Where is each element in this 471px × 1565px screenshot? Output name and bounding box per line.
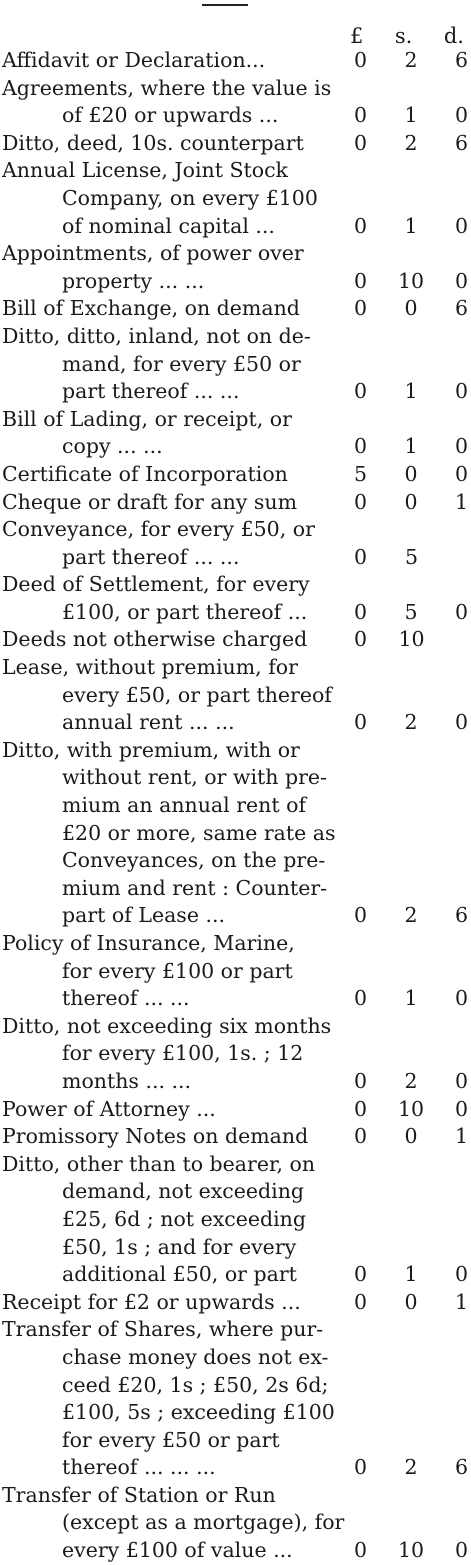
entry-text: Deed of Settlement, for every	[2, 572, 310, 597]
amount-pounds: 0	[354, 379, 368, 404]
amount-shillings: 2	[404, 130, 418, 155]
duty-entries-list	[2, 47, 468, 1565]
amount-pence: 6	[454, 130, 468, 155]
amount-pence: 0	[454, 434, 468, 459]
entry-text: Certificate of Incorporation	[2, 461, 288, 486]
entry-text: without rent, or with pre-	[62, 765, 327, 790]
amount-shillings: 1	[404, 213, 418, 238]
duty-entry-line	[2, 1289, 468, 1317]
duty-entry-line	[2, 1427, 468, 1455]
entry-amount	[354, 102, 468, 130]
amount-pounds: 0	[354, 1068, 368, 1093]
entry-amount	[354, 295, 468, 323]
entry-text: £50, 1s ; and for every	[62, 1234, 297, 1259]
entry-amount	[354, 1068, 468, 1096]
entry-text: Conveyances, on the pre-	[62, 848, 326, 873]
amount-pence: 1	[454, 489, 468, 514]
pounds-header: £	[350, 24, 364, 48]
entry-text: Annual License, Joint Stock	[2, 158, 288, 183]
duty-entry-line	[2, 599, 468, 627]
duty-entry-line	[2, 930, 468, 958]
entry-text: mium and rent : Counter-	[62, 875, 328, 900]
amount-pounds: 0	[354, 903, 368, 928]
duty-entry-line	[2, 1261, 468, 1289]
amount-pence: 0	[454, 1068, 468, 1093]
entry-text: Ditto, other than to bearer, on	[2, 1151, 316, 1176]
shillings-header: s.	[394, 24, 413, 48]
entry-text: Power of Attorney ...	[2, 1096, 216, 1121]
duty-entry-line	[2, 1372, 468, 1400]
amount-shillings: 1	[404, 434, 418, 459]
amount-pounds: 0	[354, 213, 368, 238]
entry-text: mium an annual rent of	[62, 793, 307, 818]
entry-text: Cheque or draft for any sum	[2, 489, 298, 514]
entry-text: ceed £20, 1s ; £50, 2s 6d;	[62, 1372, 329, 1397]
duty-entry-line	[2, 654, 468, 682]
entry-text: demand, not exceeding	[62, 1179, 305, 1204]
amount-pence: 6	[454, 903, 468, 928]
duty-entry-line	[2, 544, 468, 572]
duty-entry-line	[2, 489, 468, 517]
amount-pounds: 0	[354, 1262, 368, 1287]
amount-pounds: 0	[354, 103, 368, 128]
entry-text: Receipt for £2 or upwards ...	[2, 1289, 301, 1314]
entry-text: Ditto, not exceeding six months	[2, 1013, 332, 1038]
amount-pence: 0	[454, 986, 468, 1011]
entry-amount	[354, 268, 468, 296]
amount-shillings: 10	[397, 1538, 425, 1563]
amount-shillings: 2	[404, 903, 418, 928]
entry-text: every £50, or part thereof	[62, 682, 332, 707]
amount-shillings: 0	[404, 489, 418, 514]
duty-entry-line	[2, 875, 468, 903]
duty-entry-line	[2, 157, 468, 185]
entry-amount	[354, 461, 468, 489]
amount-pounds: 0	[354, 1124, 368, 1149]
duty-entry-line	[2, 792, 468, 820]
amount-pounds: 0	[354, 130, 368, 155]
amount-shillings: 10	[398, 627, 425, 652]
duty-entry-line	[2, 1234, 468, 1262]
amount-pounds: 0	[354, 710, 368, 735]
duty-entry-line	[2, 1537, 468, 1565]
amount-pence: 0	[454, 1096, 468, 1121]
duty-entry-line	[2, 1123, 468, 1151]
amount-shillings: 1	[404, 986, 418, 1011]
entry-text: Deeds not otherwise charged	[2, 627, 308, 652]
amount-shillings: 0	[404, 461, 418, 486]
pence-header: d.	[443, 24, 464, 48]
entry-text: every £100 of value ...	[62, 1538, 293, 1563]
amount-pounds: 0	[354, 296, 368, 321]
duty-entry-line	[2, 820, 468, 848]
entry-text: for every £100, 1s. ; 12	[62, 1041, 304, 1066]
entry-text: £100, or part thereof ...	[62, 599, 308, 624]
amount-pence: 0	[454, 379, 468, 404]
entry-text: months ... ...	[62, 1068, 192, 1093]
duty-entry-line	[2, 213, 468, 241]
entry-text: Agreements, where the value is	[2, 75, 332, 100]
entry-text: copy ... ...	[62, 434, 163, 459]
amount-shillings: 2	[404, 710, 418, 735]
entry-text: for every £50 or part	[62, 1427, 280, 1452]
amount-pence: 0	[454, 213, 468, 238]
entry-text: part of Lease ...	[62, 903, 226, 928]
amount-shillings: 1	[404, 1262, 418, 1287]
duty-entry-line	[2, 240, 468, 268]
entry-text: Promissory Notes on demand	[2, 1124, 309, 1149]
entry-text: for every £100 or part	[62, 958, 293, 983]
entry-text: Bill of Lading, or receipt, or	[2, 406, 292, 431]
duty-entry-line	[2, 323, 468, 351]
amount-pounds: 0	[354, 1455, 368, 1480]
amount-shillings: 2	[404, 1068, 418, 1093]
entry-amount	[354, 599, 468, 627]
entry-text: chase money does not ex-	[62, 1344, 329, 1369]
duty-entry-line	[2, 1399, 468, 1427]
amount-pounds: 0	[354, 544, 368, 569]
entry-amount	[354, 213, 468, 241]
entry-text: Company, on every £100	[62, 185, 318, 210]
duty-entry-line	[2, 102, 468, 130]
amount-shillings: 10	[397, 1096, 425, 1121]
duty-entry-line	[2, 737, 468, 765]
amount-pounds: 0	[354, 986, 368, 1011]
amount-shillings: 2	[404, 1455, 418, 1480]
entry-amount	[354, 1537, 468, 1565]
entry-text: Lease, without premium, for	[2, 655, 298, 680]
duty-entry-line	[2, 709, 468, 737]
top-rule	[202, 4, 248, 6]
entry-amount	[354, 902, 468, 930]
entry-text: Ditto, with premium, with or	[2, 737, 300, 762]
duty-entry-line	[2, 985, 468, 1013]
entry-amount	[354, 1261, 468, 1289]
amount-pounds: 0	[354, 1538, 368, 1563]
entry-amount	[354, 130, 468, 158]
entry-amount	[354, 709, 468, 737]
entry-text: property ... ...	[62, 268, 205, 293]
entry-text: Conveyance, for every £50, or	[2, 517, 315, 542]
entry-text: thereof ... ... ...	[62, 1455, 216, 1480]
duty-entry-line	[2, 461, 468, 489]
duty-entry-line	[2, 571, 468, 599]
amount-pounds: 0	[354, 489, 368, 514]
duty-entry-line	[2, 378, 468, 406]
entry-amount	[354, 378, 468, 406]
entry-text: Appointments, of power over	[2, 241, 304, 266]
duty-entry-line	[2, 682, 468, 710]
entry-text: Bill of Exchange, on demand	[2, 296, 300, 321]
amount-shillings: 1	[404, 379, 418, 404]
amount-pence: 1	[454, 1124, 468, 1149]
duty-entry-line	[2, 185, 468, 213]
amount-pence: 0	[454, 710, 468, 735]
amount-pence: 0	[454, 1538, 468, 1563]
duty-entry-line	[2, 295, 468, 323]
entry-amount	[354, 47, 468, 75]
column-headers	[350, 22, 464, 50]
amount-pence: 1	[454, 1289, 468, 1314]
amount-shillings: 2	[404, 48, 418, 72]
entry-amount	[354, 1289, 468, 1317]
amount-pence: 6	[454, 1455, 468, 1480]
amount-pounds: 0	[354, 48, 368, 72]
entry-text: £25, 6d ; not exceeding	[62, 1206, 307, 1231]
amount-pounds: 0	[354, 268, 368, 293]
amount-shillings: 5	[405, 544, 419, 569]
duty-entry-line	[2, 1206, 468, 1234]
entry-amount	[354, 489, 468, 517]
amount-pence: 6	[454, 296, 468, 321]
duty-entry-line	[2, 1316, 468, 1344]
entry-amount	[354, 1123, 468, 1151]
amount-pence: 0	[454, 599, 468, 624]
duty-entry-line	[2, 516, 468, 544]
duty-entry-line	[2, 1040, 468, 1068]
amount-pounds: 0	[354, 627, 368, 652]
amount-shillings: 0	[404, 1124, 418, 1149]
entry-text: Transfer of Shares, where pur-	[2, 1317, 324, 1342]
amount-pounds: 0	[354, 599, 368, 624]
amount-pounds: 0	[354, 1096, 368, 1121]
duty-entry-line	[2, 1068, 468, 1096]
amount-pence: 0	[454, 103, 468, 128]
entry-text: of nominal capital ...	[62, 213, 275, 238]
entry-text: Ditto, deed, 10s. counterpart	[2, 130, 304, 155]
entry-amount	[354, 433, 468, 461]
duty-entry-line	[2, 1013, 468, 1041]
entry-text: annual rent ... ...	[62, 710, 235, 735]
duty-entry-line	[2, 47, 468, 75]
amount-pence: 0	[454, 1262, 468, 1287]
amount-shillings: 10	[397, 268, 425, 293]
amount-pence: 6	[454, 48, 468, 72]
entry-text: Affidavit or Declaration...	[2, 48, 266, 72]
duty-entry-line	[2, 764, 468, 792]
duty-entry-line	[2, 75, 468, 103]
entry-amount	[354, 544, 468, 572]
amount-shillings: 1	[404, 103, 418, 128]
entry-text: Ditto, ditto, inland, not on de-	[2, 323, 311, 348]
amount-pence	[456, 626, 468, 654]
duty-entry-line	[2, 406, 468, 434]
duty-entry-line	[2, 433, 468, 461]
amount-pounds: 5	[354, 461, 368, 486]
amount-pence: 0	[454, 461, 468, 486]
amount-pounds: 0	[354, 434, 368, 459]
amount-shillings: 0	[404, 1289, 418, 1314]
duty-entry-line	[2, 268, 468, 296]
duty-entry-line	[2, 847, 468, 875]
entry-text: of £20 or upwards ...	[62, 103, 279, 128]
amount-pence	[456, 544, 468, 572]
duty-entry-line	[2, 351, 468, 379]
amount-shillings: 5	[404, 599, 418, 624]
duty-entry-line	[2, 1509, 468, 1537]
entry-amount	[354, 985, 468, 1013]
duty-entry-line	[2, 1344, 468, 1372]
duty-entry-line	[2, 626, 468, 654]
entry-text: Transfer of Station or Run	[2, 1482, 276, 1507]
entry-text: part thereof ... ...	[62, 544, 240, 569]
duty-entry-line	[2, 1096, 468, 1124]
amount-pounds: 0	[354, 1289, 368, 1314]
entry-text: £100, 5s ; exceeding £100	[62, 1400, 335, 1425]
entry-text: mand, for every £50 or	[62, 351, 301, 376]
entry-text: part thereof ... ...	[62, 379, 240, 404]
duty-entry-line	[2, 958, 468, 986]
entry-amount	[354, 1096, 468, 1124]
entry-text: (except as a mortgage), for	[62, 1510, 345, 1535]
duty-entry-line	[2, 130, 468, 158]
entry-text: thereof ... ...	[62, 986, 190, 1011]
duty-entry-line	[2, 902, 468, 930]
duty-entry-line	[2, 1178, 468, 1206]
duty-entry-line	[2, 1151, 468, 1179]
amount-shillings: 0	[404, 296, 418, 321]
entry-amount	[354, 626, 468, 654]
entry-text: additional £50, or part	[62, 1262, 297, 1287]
amount-pence: 0	[454, 268, 468, 293]
duty-entry-line	[2, 1482, 468, 1510]
entry-text: £20 or more, same rate as	[62, 820, 336, 845]
entry-text: Policy of Insurance, Marine,	[2, 931, 295, 955]
